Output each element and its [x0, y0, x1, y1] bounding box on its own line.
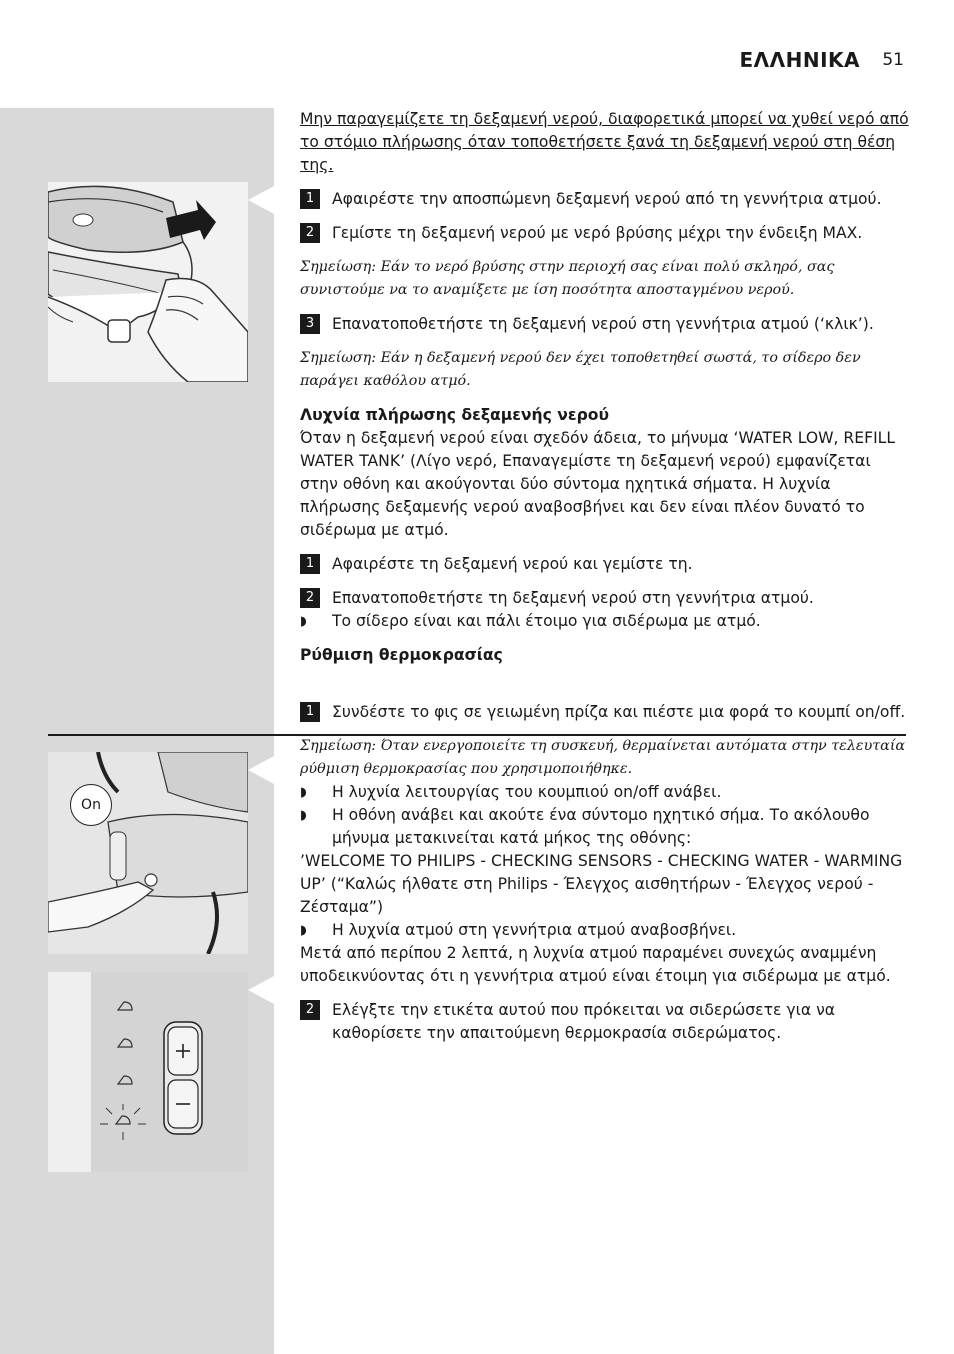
- section-heading: Ρύθμιση θερμοκρασίας: [300, 646, 503, 664]
- on-label: On: [81, 797, 101, 813]
- step-text: Αφαιρέστε την αποσπώμενη δεξαμενή νερού από τη γεννήτρια ατμού.: [332, 190, 882, 208]
- step-text: Ελέγξτε την ετικέτα αυτού που πρόκειται να σιδερώσετε για να καθορίσετε την απαιτούμενη θερμοκρασία σιδερώματος.: [332, 1001, 836, 1042]
- bullet-text: Η λυχνία λειτουργίας του κουμπιού on/off ανάβει.: [332, 783, 722, 801]
- step-number: 1: [300, 554, 320, 574]
- bullet-item: [300, 919, 910, 942]
- on-callout: [70, 784, 112, 826]
- warning-text: Μην παραγεμίζετε τη δεξαμενή νερού, διαφορετικά μπορεί να χυθεί νερό από το στόμιο πλήρωσης όταν τοποθετήσετε ξανά τη δεξαμενή νερού στη θέση της.: [300, 110, 909, 174]
- bullet-item: [300, 804, 910, 850]
- paragraph: ’WELCOME TO PHILIPS - CHECKING SENSORS - CHECKING WATER - WARMING UP’ (“Καλώς ήλθατε στη Philips - Έλεγχος αισθητήρων - Έλεγχος νερού - Ζέσταμα”): [300, 852, 903, 916]
- figure-pointer: [248, 756, 274, 784]
- step: [300, 553, 910, 576]
- bullet-icon: ◗: [300, 808, 307, 823]
- step-text: Επανατοποθετήστε τη δεξαμενή νερού στη γεννήτρια ατμού.: [332, 589, 814, 607]
- step-number: 1: [300, 189, 320, 209]
- bullet-text: Το σίδερο είναι και πάλι έτοιμο για σιδέρωμα με ατμό.: [332, 612, 761, 630]
- step-number: 3: [300, 314, 320, 334]
- bullet-icon: ◗: [300, 923, 307, 938]
- step: [300, 188, 910, 211]
- step-text: Γεμίστε τη δεξαμενή νερού με νερό βρύσης μέχρι την ένδειξη MAX.: [332, 224, 863, 242]
- language-header: ΕΛΛΗΝΙΚΑ: [739, 48, 860, 72]
- step: [300, 701, 910, 724]
- note: Σημείωση: Εάν το νερό βρύσης στην περιοχή σας είναι πολύ σκληρό, σας συνιστούμε να το αναμίξετε με ίση ποσότητα αποσταγμένου νερού.: [300, 259, 835, 298]
- page-number: 51: [882, 50, 904, 70]
- step-number: 2: [300, 223, 320, 243]
- bullet-text: Η λυχνία ατμού στη γεννήτρια ατμού αναβοσβήνει.: [332, 921, 737, 939]
- iron-temperature-icon: [116, 1002, 132, 1124]
- bullet-item: [300, 610, 910, 633]
- step-text: Συνδέστε το φις σε γειωμένη πρίζα και πιέστε μια φορά το κουμπί on/off.: [332, 703, 906, 721]
- section-heading: Λυχνία πλήρωσης δεξαμενής νερού: [300, 406, 610, 424]
- step-text: Αφαιρέστε τη δεξαμενή νερού και γεμίστε τη.: [332, 555, 693, 573]
- step-number: 2: [300, 1000, 320, 1020]
- step: [300, 999, 910, 1045]
- note: Σημείωση: Όταν ενεργοποιείτε τη συσκευή, θερμαίνεται αυτόματα στην τελευταία ρύθμιση θερμοκρασίας που χρησιμοποιήθηκε.: [300, 738, 906, 777]
- step: [300, 587, 910, 610]
- step: [300, 313, 910, 336]
- step: [300, 222, 910, 245]
- water-tank-illustration: [48, 182, 248, 382]
- step-number: 2: [300, 588, 320, 608]
- main-content: [300, 108, 910, 1056]
- step-number: 1: [300, 702, 320, 722]
- figure-pointer: [248, 976, 274, 1004]
- figure-pointer: [248, 186, 274, 214]
- bullet-text: Η οθόνη ανάβει και ακούτε ένα σύντομο ηχητικό σήμα. Το ακόλουθο μήνυμα μετακινείται κατά μήκος της οθόνης:: [332, 806, 870, 847]
- bullet-item: [300, 781, 910, 804]
- figure-remove-water-tank: [48, 182, 248, 382]
- bullet-icon: ◗: [300, 785, 307, 800]
- bullet-icon: ◗: [300, 614, 307, 629]
- on-off-illustration: [48, 752, 248, 954]
- figure-on-off-button: [48, 752, 248, 954]
- paragraph: Όταν η δεξαμενή νερού είναι σχεδόν άδεια, το μήνυμα ‘WATER LOW, REFILL WATER TANK’ (Λίγο νερό, Επαναγεμίστε τη δεξαμενή νερού) εμφανίζεται στην οθόνη και ακούγονται δύο σύντομα ηχητικά σήματα. Η λυχνία πλήρωσης δεξαμενής νερού αναβοσβήνει και δεν είναι πλέον δυνατό το σιδέρωμα με ατμό.: [300, 429, 896, 539]
- step-text: Επανατοποθετήστε τη δεξαμενή νερού στη γεννήτρια ατμού (‘κλικ’).: [332, 315, 874, 333]
- paragraph: Μετά από περίπου 2 λεπτά, η λυχνία ατμού παραμένει συνεχώς αναμμένη υποδεικνύοντας ότι η γεννήτρια ατμού είναι έτοιμη για σιδέρωμα με ατμό.: [300, 944, 891, 985]
- temperature-illustration: [48, 972, 248, 1172]
- figure-temperature-control: [48, 972, 248, 1172]
- note: Σημείωση: Εάν η δεξαμενή νερού δεν έχει τοποθετηθεί σωστά, το σίδερο δεν παράγει καθόλου ατμό.: [300, 350, 861, 389]
